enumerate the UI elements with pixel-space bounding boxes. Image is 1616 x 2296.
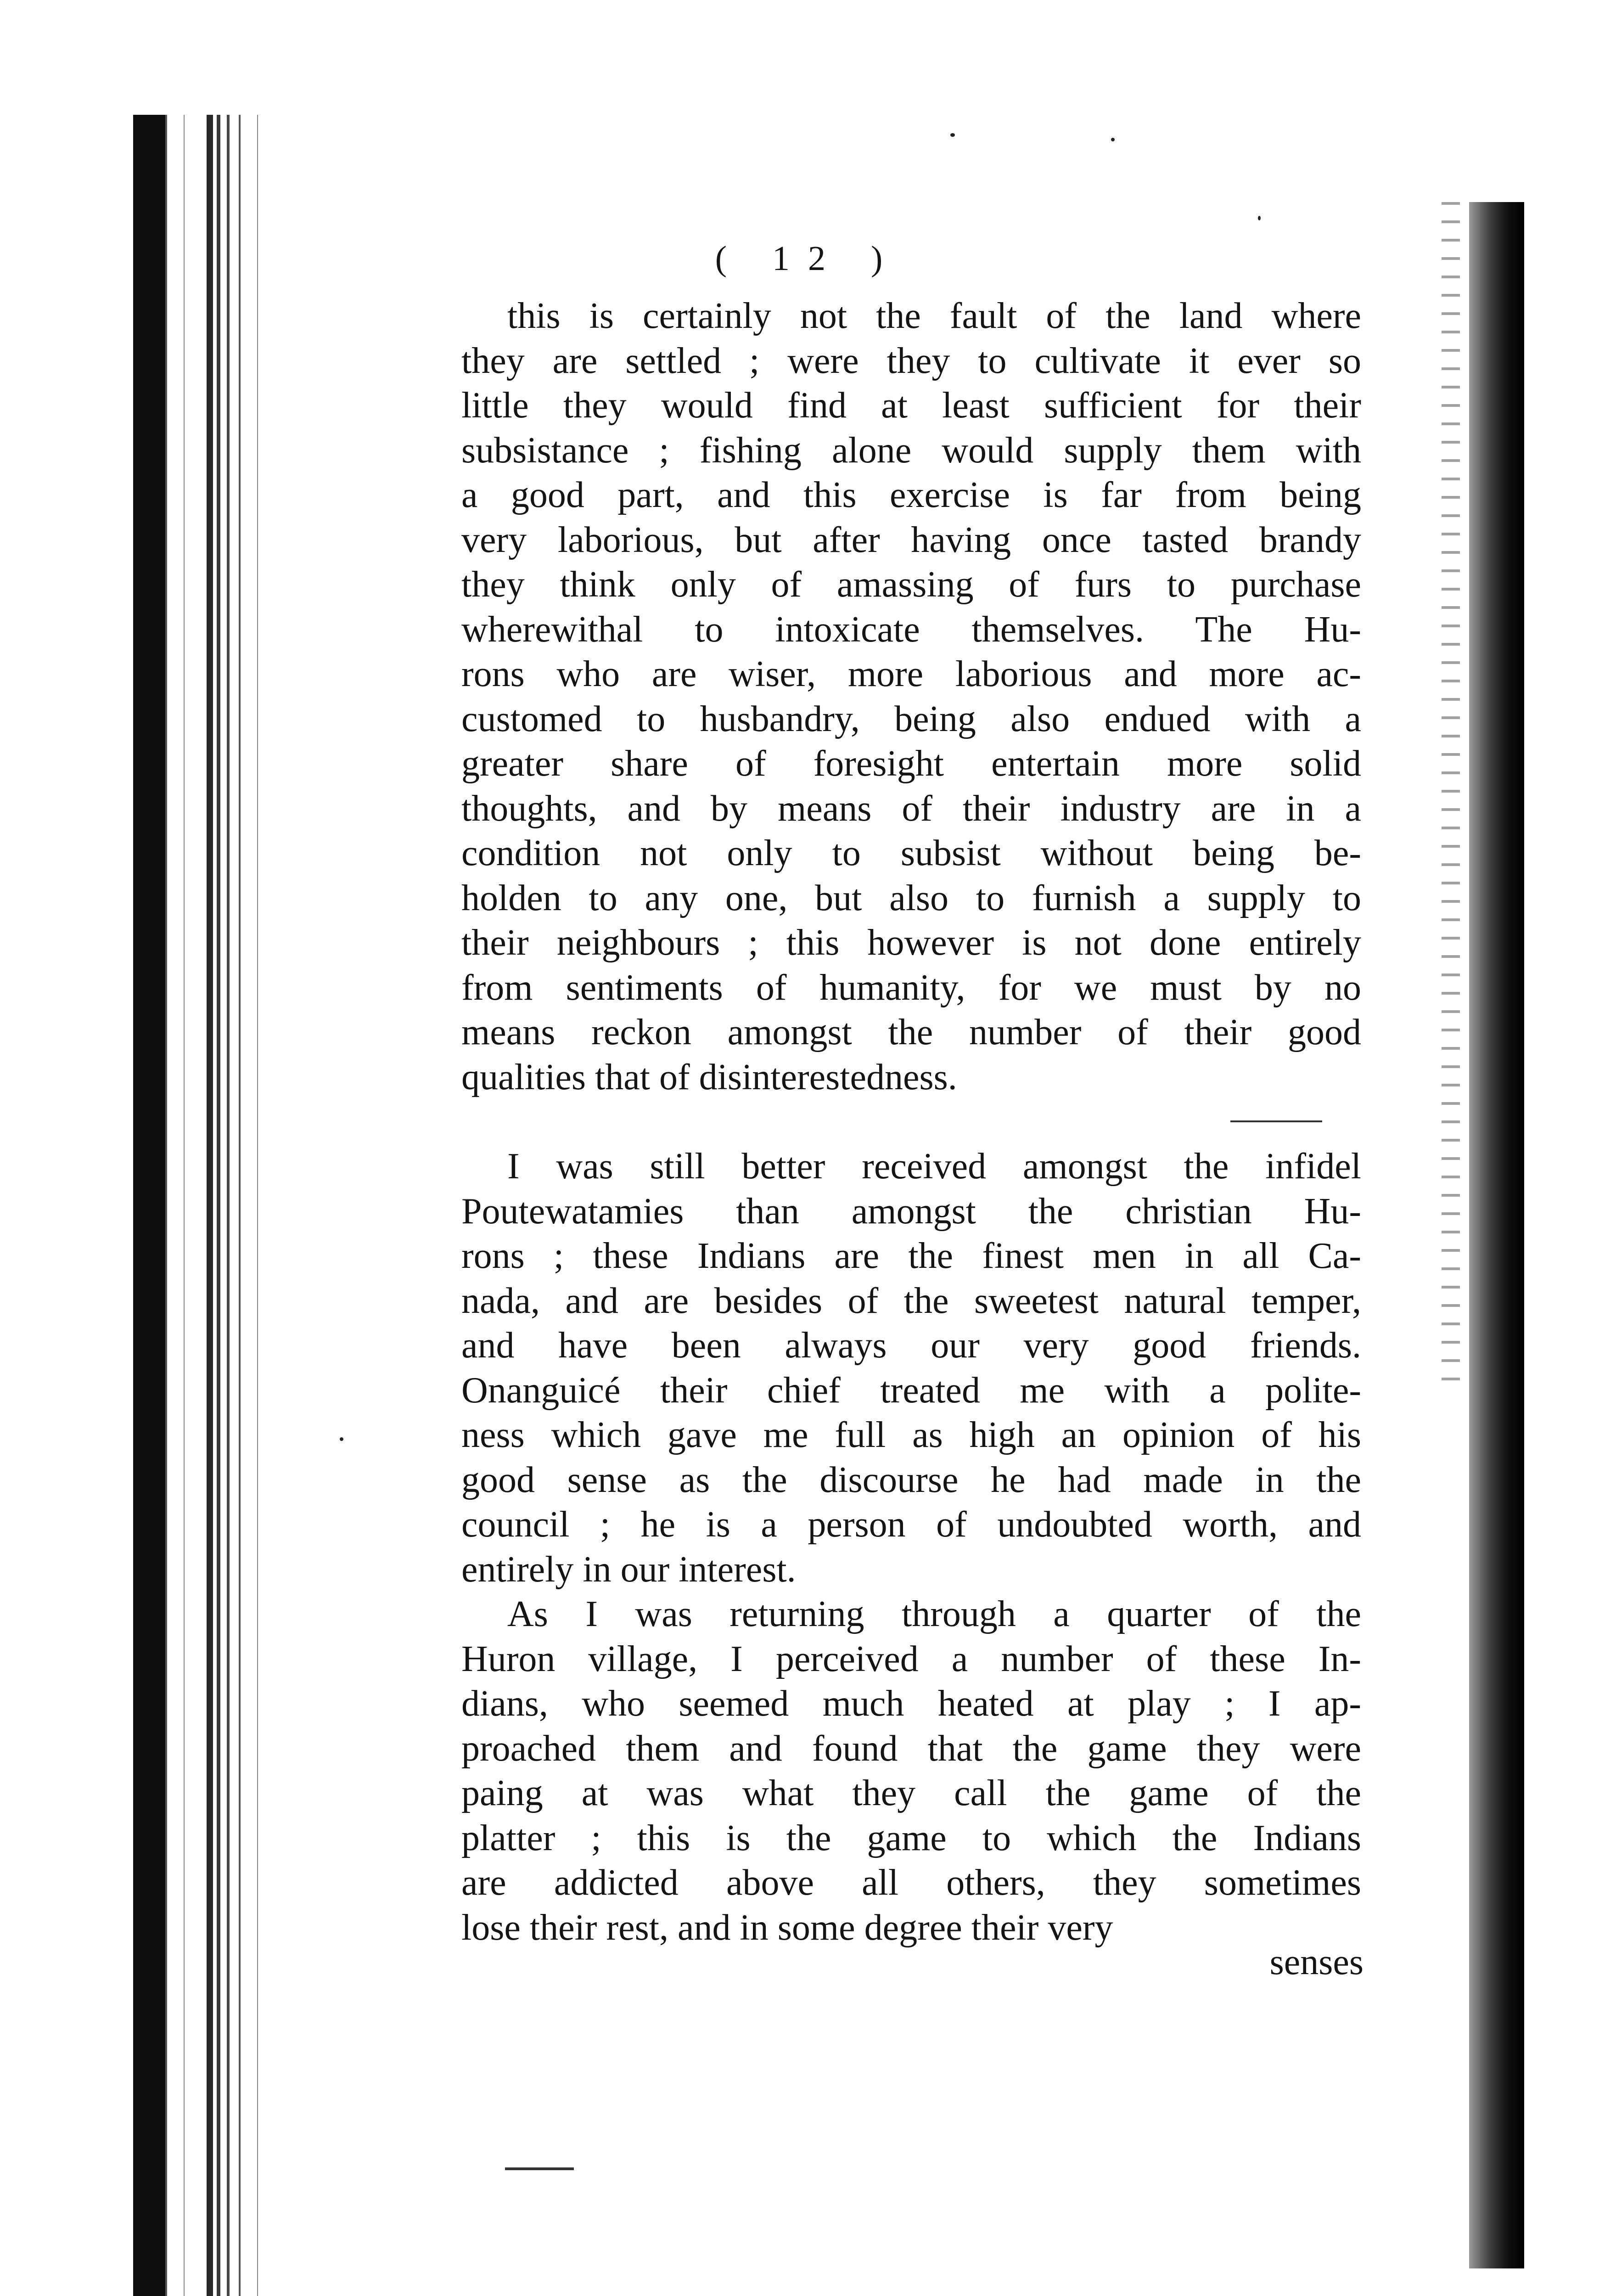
print-speck [950,133,955,137]
paragraph [461,1592,1361,1950]
text-line: condition not only to subsist without being be- [461,833,1361,873]
paragraph [461,1144,1361,1592]
page-number: ( 12 ) [715,239,901,278]
print-speck [1258,216,1261,220]
text-line: subsistance ; fishing alone would supply them with [461,430,1361,471]
text-line: paing at was what they call the game of the [461,1773,1361,1813]
print-mark [505,2167,574,2170]
text-line: As I was returning through a quarter of the [507,1594,1361,1634]
text-line: good sense as the discourse he had made in the [461,1459,1361,1500]
print-speck [340,1437,343,1441]
text-line: means reckon amongst the number of their good [461,1012,1361,1052]
text-line: very laborious, but after having once tasted brandy [461,519,1361,560]
text-line: qualities that of disinterestedness. [461,1057,957,1097]
text-line: they think only of amassing of furs to purchase [461,564,1361,605]
catchword: senses [1269,1942,1364,1982]
text-line: platter ; this is the game to which the Indians [461,1818,1361,1858]
text-line: thoughts, and by means of their industry are in a [461,788,1361,829]
text-line: greater share of foresight entertain more solid [461,743,1361,784]
text-line: dians, who seemed much heated at play ; I ap- [461,1683,1361,1724]
text-line: nada, and are besides of the sweetest natural temper, [461,1280,1361,1321]
paragraph [461,294,1361,1100]
text-line: rons ; these Indians are the finest men in all Ca- [461,1236,1361,1276]
text-line: ness which gave me full as high an opinion of his [461,1415,1361,1455]
text-line: their neighbours ; this however is not done entirely [461,923,1361,963]
text-line: Huron village, I perceived a number of these In- [461,1638,1361,1679]
text-line: proached them and found that the game they were [461,1728,1361,1769]
text-line: council ; he is a person of undoubted worth, and [461,1504,1361,1545]
binding-shadow [133,115,165,2296]
page-edge-texture [1442,202,1460,1396]
text-line: holden to any one, but also to furnish a supply to [461,878,1361,918]
text-line: lose their rest, and in some degree their very [461,1907,1113,1948]
text-line: entirely in our interest. [461,1549,796,1590]
text-line: this is certainly not the fault of the land where [507,296,1361,336]
text-line: I was still better received amongst the infidel [507,1146,1361,1187]
text-line: a good part, and this exercise is far from being [461,475,1361,515]
text-line: they are settled ; were they to cultivate it ever so [461,340,1361,381]
body-text [461,294,1361,1950]
page-edge-shadow [1469,202,1524,2268]
text-line: little they would find at least sufficient for their [461,385,1361,426]
text-line: wherewithal to intoxicate themselves. The Hu- [461,609,1361,650]
text-line: Onanguicé their chief treated me with a polite- [461,1370,1361,1411]
print-speck [1111,138,1115,141]
text-line: from sentiments of humanity, for we must by no [461,967,1361,1008]
text-line: and have been always our very good friends. [461,1325,1361,1366]
paragraph-gap [461,1100,1361,1144]
text-line: customed to husbandry, being also endued with a [461,698,1361,739]
text-line: Poutewatamies than amongst the christian Hu- [461,1191,1361,1232]
text-line: are addicted above all others, they sometimes [461,1863,1361,1903]
text-line: rons who are wiser, more laborious and more ac- [461,654,1361,694]
